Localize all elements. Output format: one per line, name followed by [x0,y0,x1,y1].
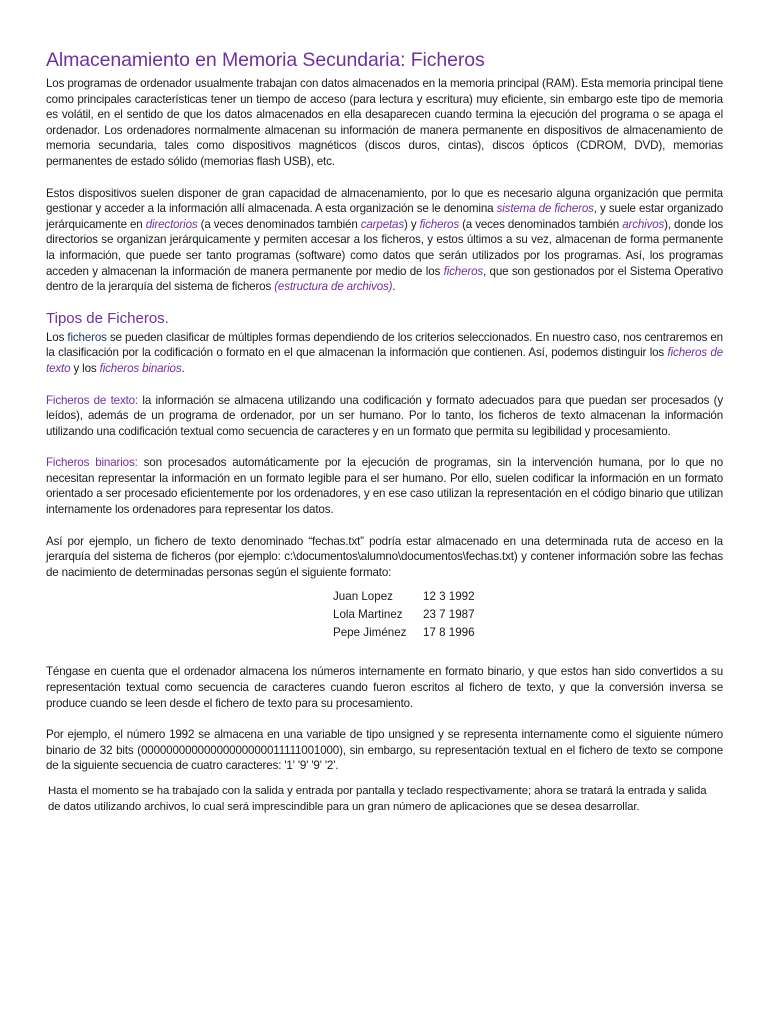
intro-paragraph-2 [46,186,723,295]
text-span: la información se almacena utilizando una codificación y formato adecuados para que puedan ser procesados (y leídos), además de un programa de ordenador, por un ser humano. Por lo tanto, los ficheros de texto almacenan la información utilizando una codificación textual como secuencia de caracteres y en un formato que permita su legibilidad y procesamiento. [46,393,723,438]
text-span: (a veces denominados también [458,217,623,231]
page-title: Almacenamiento en Memoria Secundaria: Ficheros [46,49,485,71]
nombre-cell: Juan Lopez [333,590,393,604]
term-carpetas: carpetas [360,217,405,231]
nota-paragraph: Hasta el momento se ha trabajado con la salida y entrada por pantalla y teclado respectivamente; ahora se tratará la entrada y salida de datos utilizando archivos, lo cual será imprescindible para un gran número de aplicaciones que se desea desarrollar. [48,785,707,813]
fechas-table [333,588,475,642]
numero-paragraph: Por ejemplo, el número 1992 se almacena en una variable de tipo unsigned y se representa internamente como el siguiente número binario de 32 bits (00000000000000000000011111001000), sin embargo, su representación textual en el fichero de texto se compone de la siguiente secuencia de cuatro caracteres: '1' '9' '9' '2'. [46,728,723,773]
fecha-cell: 17 8 1996 [423,626,475,640]
text-span: , que son gestionados por el Sistema Operativo dentro de la jerarquía del sistema de ficheros [46,264,724,294]
term-ficheros-binarios: ficheros binarios [99,361,182,375]
document-page [46,48,723,816]
intro-paragraph-1: Los programas de ordenador usualmente trabajan con datos almacenados en la memoria principal (RAM). Esta memoria principal tiene como principales características tener un tiempo de acceso (para lectura y escritura) muy eficiente, sin embargo este tipo de memoria es volátil, en el sentido de que los datos almacenados en ella desaparecen cuando termina la ejecución del programa o se apaga el ordenador. Los ordenadores normalmente almacenan su información de manera permanente en dispositivos de almacenamiento de memoria secundaria, tales como dispositivos magnéticos (discos duros, cintas), discos ópticos (CDROM, DVD), memorias permanentes de estado sólido (memorias flash USB), etc. [46,77,723,168]
term-estructura-de-archivos: (estructura de archivos) [274,280,393,294]
tengase-paragraph: Téngase en cuenta que el ordenador almacena los números internamente en formato binario, y que estos han sido convertidos a su representación textual como secuencia de caracteres cuando fueron escritos al fichero de texto, y que la conversión inversa se produce cuando se leen desde el fichero de texto para su procesamiento. [46,665,723,710]
lead-ficheros-de-texto: Ficheros de texto: [46,393,139,407]
ejemplo-paragraph: Así por ejemplo, un fichero de texto denominado “fechas.txt” podría estar almacenado en una determinada ruta de acceso en la jerarquía del sistema de ficheros (por ejemplo: c:\documentos\alumno\documentos\fechas.txt) y contener información sobre las fechas de nacimiento de determinadas personas según el siguiente formato: [46,534,723,579]
table-row [333,606,475,624]
text-span: . [181,361,185,375]
text-span: se pueden clasificar de múltiples formas dependiendo de los criterios seleccionados. En nuestro caso, nos centraremos en la clasificación por la codificación o formato en el que almacenan la información que contienen. Así, podemos distinguir los [46,330,723,360]
term-ficheros-2: ficheros [443,264,484,278]
term-ficheros: ficheros [419,217,459,231]
tipos-paragraph [46,330,723,377]
text-span: y los [70,361,100,375]
text-span: ) y [404,217,420,231]
fecha-cell: 12 3 1992 [423,590,475,604]
text-span: . [392,280,396,294]
term-sistema-de-ficheros: sistema de ficheros [496,202,594,216]
term-archivos: archivos [622,217,665,231]
ficheros-texto-paragraph [46,393,723,440]
text-span: ), donde los directorios se organizan jerárquicamente y permiten accesar a los ficheros, y estos últimos a su vez, almacenan de forma permanente la información, que puede ser tanto programas (software) como datos que serán utilizados por los programas. Así, los programas acceden y almacenan la información de manera permanente por medio de los [46,217,724,278]
term-directorios: directorios [145,217,198,231]
text-span: Los [46,330,68,344]
text-span: (a veces denominados también [197,217,361,231]
text-span: son procesados automáticamente por la ejecución de programas, sin la intervención humana, por lo que no necesitan representar la información en un formato legible para el ser humano. Por ello, suelen codificar la información en un formato orientado a ser procesado eficientemente por los ordenadores, y en ese caso utilizan la representación en el código binario que utilizan internamente los ordenadores para representar los datos. [46,456,723,517]
table-row [333,624,475,642]
term-ficheros-blue: ficheros [67,330,107,344]
lead-ficheros-binarios: Ficheros binarios: [46,456,138,470]
ficheros-binarios-paragraph [46,455,723,517]
table-row [333,588,475,606]
text-span: Estos dispositivos suelen disponer de gran capacidad de almacenamiento, por lo que es necesario alguna organización que permita gestionar y acceder a la información allí almacenada. A esta organización se le denomina [46,186,723,216]
nombre-cell: Pepe Jiménez [333,626,407,640]
section-heading-tipos: Tipos de Ficheros. [46,309,169,327]
term-ficheros-de-texto: ficheros de texto [46,346,723,375]
text-span: , y suele estar organizado jerárquicamente en [46,202,723,231]
nombre-cell: Lola Martinez [333,608,403,622]
fecha-cell: 23 7 1987 [423,608,475,622]
